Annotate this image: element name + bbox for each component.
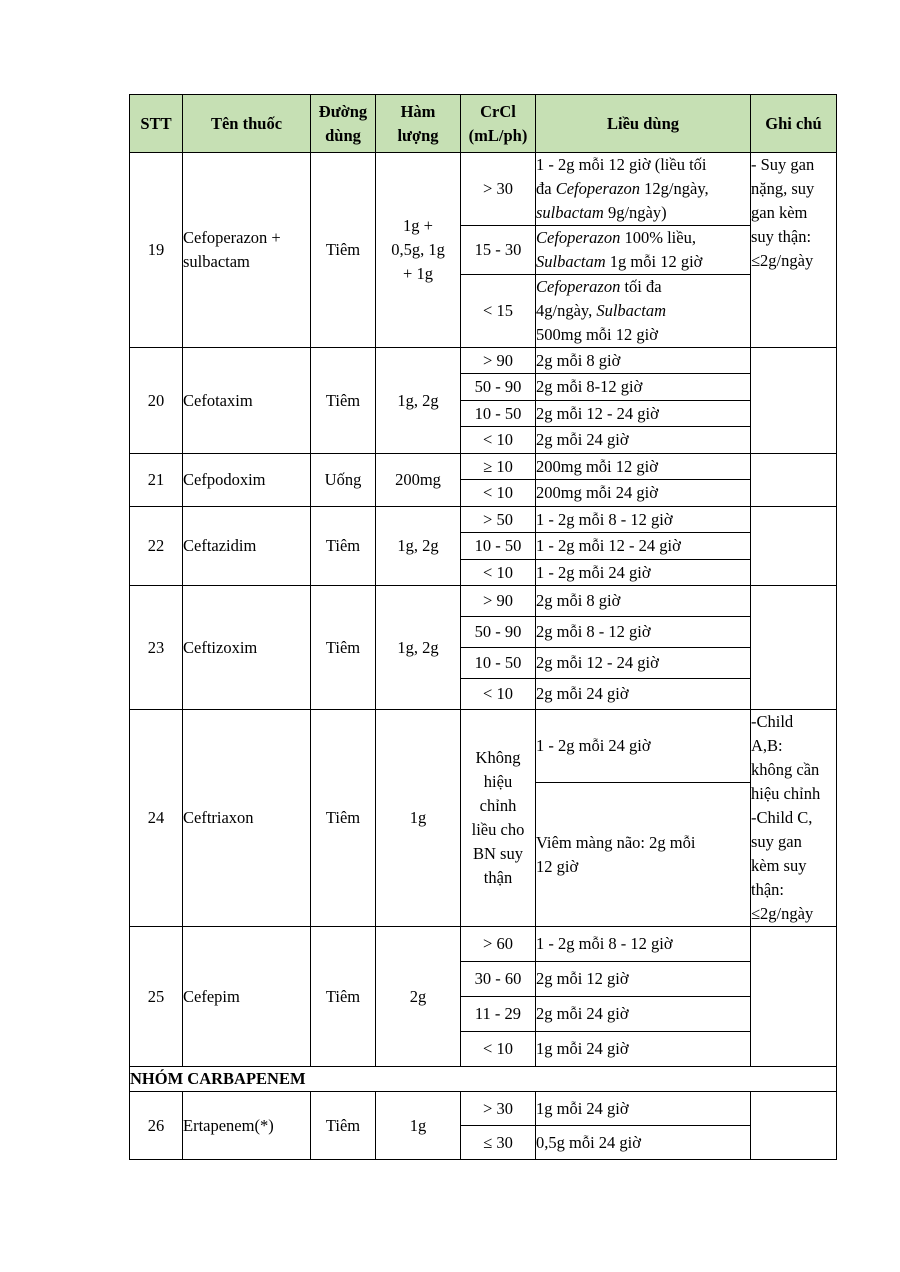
dose-cell: 1 - 2g mỗi 24 giờ	[536, 710, 751, 783]
drug-name-cell: Cefotaxim	[183, 348, 311, 454]
dose-cell: 1 - 2g mỗi 8 - 12 giờ	[536, 927, 751, 962]
crcl-cell: < 15	[461, 275, 536, 348]
route-cell: Uống	[311, 454, 376, 507]
dose-cell: Cefoperazon 100% liều, Sulbactam 1g mỗi 12 giờ	[536, 226, 751, 275]
dosage-table	[129, 94, 837, 1160]
dose-cell: 0,5g mỗi 24 giờ	[536, 1126, 751, 1160]
table-row	[130, 454, 837, 480]
header-note: Ghi chú	[751, 95, 837, 153]
dose-cell: 2g mỗi 8-12 giờ	[536, 374, 751, 401]
drug-name-cell: Ertapenem(*)	[183, 1092, 311, 1160]
crcl-cell: > 60	[461, 927, 536, 962]
crcl-cell: < 10	[461, 560, 536, 586]
drug-name-cell: Ceftazidim	[183, 507, 311, 586]
strength-cell: 1g	[376, 710, 461, 927]
stt-cell: 19	[130, 153, 183, 348]
strength-cell: 1g, 2g	[376, 348, 461, 454]
crcl-cell: ≤ 30	[461, 1126, 536, 1160]
drug-name-cell: Cefpodoxim	[183, 454, 311, 507]
dose-cell: 2g mỗi 12 - 24 giờ	[536, 401, 751, 427]
dose-cell: 2g mỗi 24 giờ	[536, 427, 751, 454]
crcl-cell: 15 - 30	[461, 226, 536, 275]
table-row	[130, 348, 837, 374]
dose-cell: 2g mỗi 8 giờ	[536, 348, 751, 374]
crcl-cell: Không hiệu chỉnh liều cho BN suy thận	[461, 710, 536, 927]
crcl-cell: < 10	[461, 480, 536, 507]
header-route: Đường dùng	[311, 95, 376, 153]
dose-cell: 2g mỗi 24 giờ	[536, 997, 751, 1032]
crcl-cell: ≥ 10	[461, 454, 536, 480]
crcl-cell: > 30	[461, 153, 536, 226]
note-cell: - Suy gan nặng, suy gan kèm suy thận: ≤2g/ngày	[751, 153, 837, 348]
stt-cell: 26	[130, 1092, 183, 1160]
strength-cell: 2g	[376, 927, 461, 1067]
dose-cell: 1g mỗi 24 giờ	[536, 1092, 751, 1126]
strength-cell: 1g, 2g	[376, 507, 461, 586]
note-cell	[751, 348, 837, 454]
crcl-cell: > 90	[461, 586, 536, 617]
note-cell: -Child A,B: không cần hiệu chỉnh -Child C, suy gan kèm suy thận: ≤2g/ngày	[751, 710, 837, 927]
strength-cell: 1g + 0,5g, 1g + 1g	[376, 153, 461, 348]
strength-cell: 1g, 2g	[376, 586, 461, 710]
dose-cell: Viêm màng não: 2g mỗi 12 giờ	[536, 783, 751, 927]
drug-name-cell: Ceftizoxim	[183, 586, 311, 710]
crcl-cell: 50 - 90	[461, 617, 536, 648]
dose-cell: 1 - 2g mỗi 24 giờ	[536, 560, 751, 586]
stt-cell: 23	[130, 586, 183, 710]
table-row	[130, 710, 837, 783]
dose-cell: 2g mỗi 8 - 12 giờ	[536, 617, 751, 648]
note-cell	[751, 1092, 837, 1160]
table-row	[130, 586, 837, 617]
strength-cell: 200mg	[376, 454, 461, 507]
note-cell	[751, 586, 837, 710]
stt-cell: 21	[130, 454, 183, 507]
crcl-cell: > 50	[461, 507, 536, 533]
table-row	[130, 507, 837, 533]
header-row	[130, 95, 837, 153]
header-crcl: CrCl (mL/ph)	[461, 95, 536, 153]
header-drug-name: Tên thuốc	[183, 95, 311, 153]
group-header-row	[130, 1067, 837, 1092]
crcl-cell: 50 - 90	[461, 374, 536, 401]
note-cell	[751, 927, 837, 1067]
dose-cell: 1 - 2g mỗi 12 giờ (liều tối đa Cefoperazon 12g/ngày, sulbactam 9g/ngày)	[536, 153, 751, 226]
note-cell	[751, 507, 837, 586]
dose-cell: 2g mỗi 12 giờ	[536, 962, 751, 997]
crcl-cell: 10 - 50	[461, 401, 536, 427]
dose-cell: 200mg mỗi 24 giờ	[536, 480, 751, 507]
stt-cell: 20	[130, 348, 183, 454]
header-stt: STT	[130, 95, 183, 153]
dose-cell: 1 - 2g mỗi 8 - 12 giờ	[536, 507, 751, 533]
dose-cell: 200mg mỗi 12 giờ	[536, 454, 751, 480]
dose-cell: 1g mỗi 24 giờ	[536, 1032, 751, 1067]
dose-cell: 2g mỗi 12 - 24 giờ	[536, 648, 751, 679]
crcl-cell: 10 - 50	[461, 648, 536, 679]
stt-cell: 25	[130, 927, 183, 1067]
route-cell: Tiêm	[311, 710, 376, 927]
route-cell: Tiêm	[311, 586, 376, 710]
crcl-cell: < 10	[461, 679, 536, 710]
group-title: NHÓM CARBAPENEM	[130, 1067, 837, 1092]
crcl-cell: < 10	[461, 1032, 536, 1067]
crcl-cell: > 30	[461, 1092, 536, 1126]
dose-cell: 2g mỗi 8 giờ	[536, 586, 751, 617]
strength-cell: 1g	[376, 1092, 461, 1160]
crcl-cell: 30 - 60	[461, 962, 536, 997]
dose-cell: 2g mỗi 24 giờ	[536, 679, 751, 710]
crcl-cell: > 90	[461, 348, 536, 374]
route-cell: Tiêm	[311, 1092, 376, 1160]
drug-name-cell: Cefepim	[183, 927, 311, 1067]
stt-cell: 22	[130, 507, 183, 586]
header-strength: Hàm lượng	[376, 95, 461, 153]
crcl-cell: 11 - 29	[461, 997, 536, 1032]
route-cell: Tiêm	[311, 348, 376, 454]
header-dose: Liều dùng	[536, 95, 751, 153]
crcl-cell: < 10	[461, 427, 536, 454]
table-row	[130, 153, 837, 226]
note-cell	[751, 454, 837, 507]
table-row	[130, 1092, 837, 1126]
crcl-cell: 10 - 50	[461, 533, 536, 560]
route-cell: Tiêm	[311, 507, 376, 586]
route-cell: Tiêm	[311, 153, 376, 348]
stt-cell: 24	[130, 710, 183, 927]
drug-name-cell: Ceftriaxon	[183, 710, 311, 927]
dose-cell: Cefoperazon tối đa 4g/ngày, Sulbactam 500mg mỗi 12 giờ	[536, 275, 751, 348]
dose-cell: 1 - 2g mỗi 12 - 24 giờ	[536, 533, 751, 560]
route-cell: Tiêm	[311, 927, 376, 1067]
drug-name-cell: Cefoperazon + sulbactam	[183, 153, 311, 348]
table-row	[130, 927, 837, 962]
